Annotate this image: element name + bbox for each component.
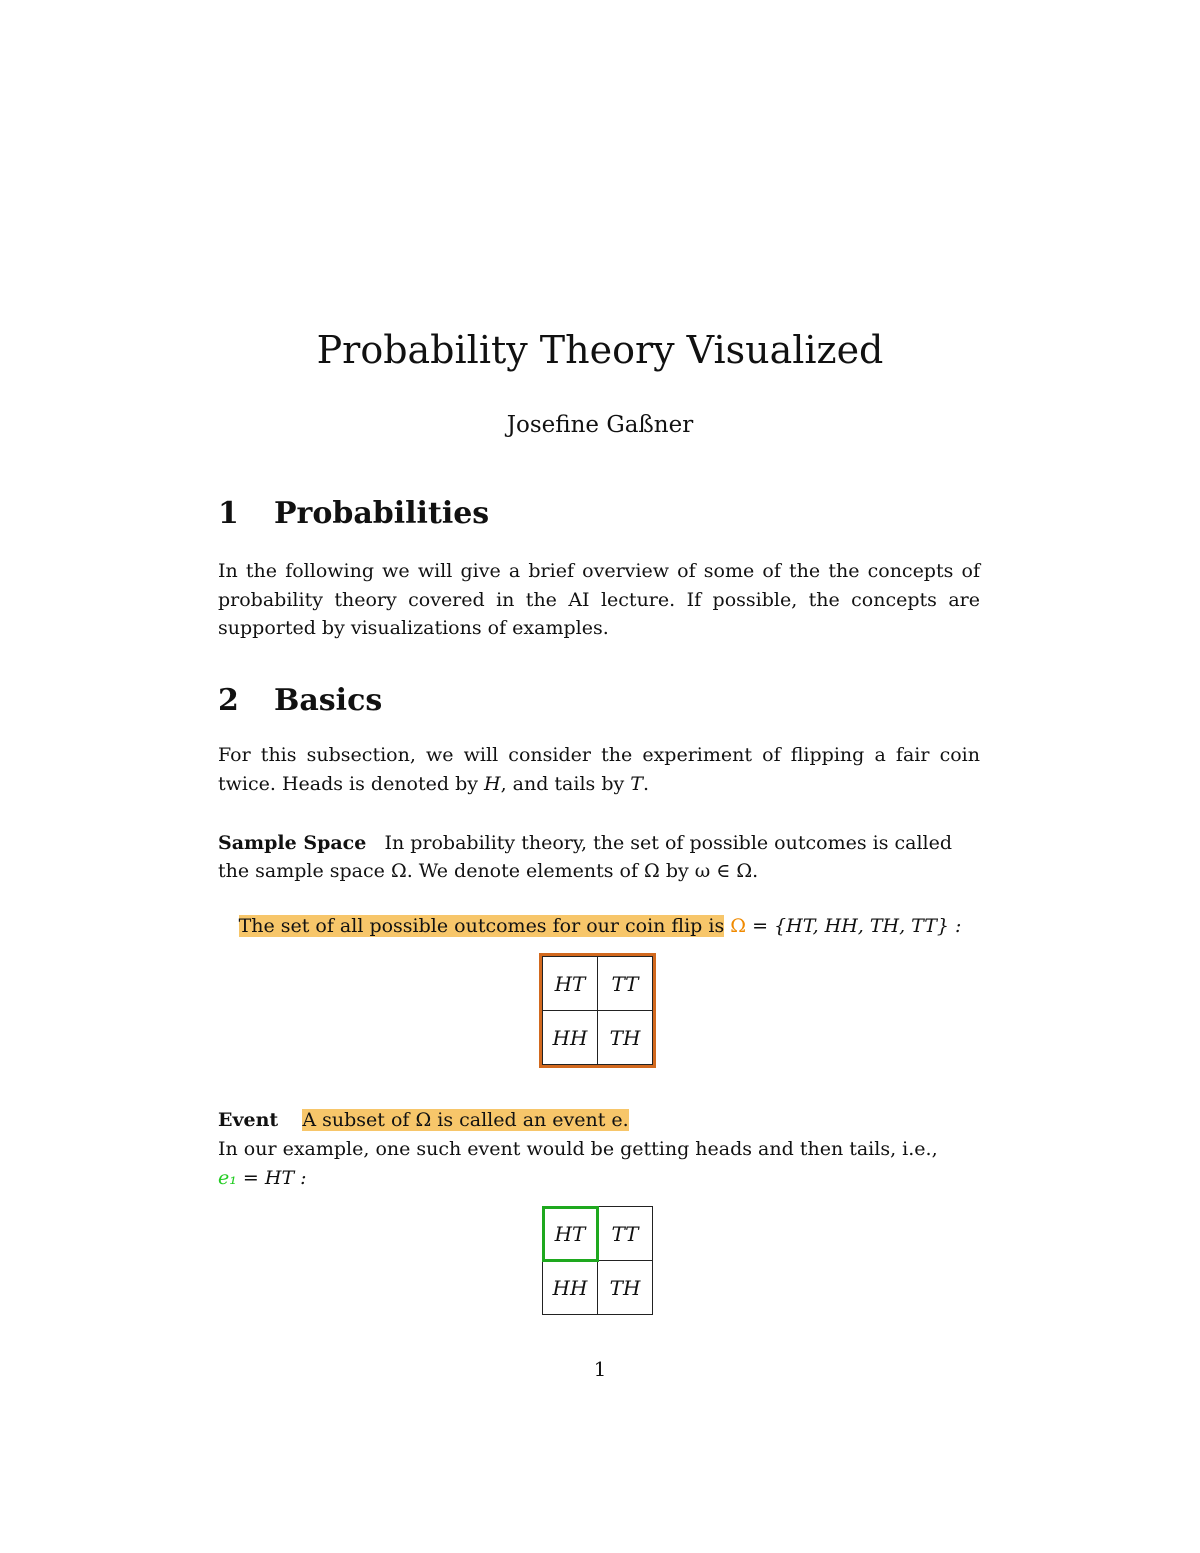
- omega-symbol: Ω: [730, 915, 747, 937]
- grid-cell: HH: [543, 1011, 598, 1065]
- paragraph-label: Sample Space: [218, 832, 367, 854]
- grid-cell: TT: [598, 957, 653, 1011]
- grid-cell: HT: [543, 957, 598, 1011]
- highlighted-text: The set of all possible outcomes for our coin flip is: [238, 915, 725, 937]
- set-expression: = {HT, HH, TH, TT} :: [746, 915, 962, 937]
- grid-cell: TH: [598, 1011, 653, 1065]
- grid-cell: TH: [598, 1261, 653, 1315]
- section-title: Basics: [274, 683, 383, 718]
- event-line3: [218, 1164, 307, 1193]
- e1-expression: = HT :: [236, 1167, 307, 1189]
- section-number: 1: [218, 496, 239, 531]
- section-heading-basics: [218, 683, 382, 718]
- event-grid: [542, 1206, 653, 1315]
- page-number: 1: [593, 1357, 607, 1381]
- tails-symbol: T: [630, 772, 643, 795]
- sample-space-line2: the sample space Ω. We denote elements of Ω by ω ∈ Ω.: [218, 860, 759, 882]
- document-author: Josefine Gaßner: [506, 412, 694, 438]
- intro-text: , and tails by: [500, 772, 631, 795]
- section-heading-probabilities: [218, 496, 489, 531]
- heads-symbol: H: [484, 772, 501, 795]
- section2-paragraph: [218, 741, 980, 798]
- event-line2: In our example, one such event would be getting heads and then tails, i.e.,: [218, 1138, 938, 1160]
- grid-cell: TT: [598, 1207, 653, 1261]
- paragraph-label: Event: [218, 1109, 279, 1131]
- document-title: Probability Theory Visualized: [316, 328, 884, 372]
- section1-paragraph: In the following we will give a brief overview of some of the the concepts of probability theory covered in the AI lecture. If possible, the concepts are supported by visualizations of examples.: [218, 560, 980, 639]
- grid-cell: HH: [543, 1261, 598, 1315]
- sample-space-line1: [218, 829, 952, 858]
- section-title: Probabilities: [274, 496, 490, 531]
- e1-symbol: e₁: [218, 1167, 237, 1189]
- highlighted-text: A subset of Ω is called an event e.: [302, 1109, 629, 1131]
- grid-cell-selected: HT: [543, 1207, 598, 1261]
- intro-text: .: [642, 772, 650, 795]
- intro-text: For this subsection, we will consider the experiment of flipping a fair coin twice. Heads is denoted by: [218, 744, 980, 795]
- definition-text: In probability theory, the set of possible outcomes is called: [384, 832, 953, 854]
- sample-space-grid: [542, 956, 653, 1065]
- section-number: 2: [218, 683, 239, 718]
- event-line1: [218, 1106, 629, 1135]
- sample-space-statement: [0, 915, 1200, 937]
